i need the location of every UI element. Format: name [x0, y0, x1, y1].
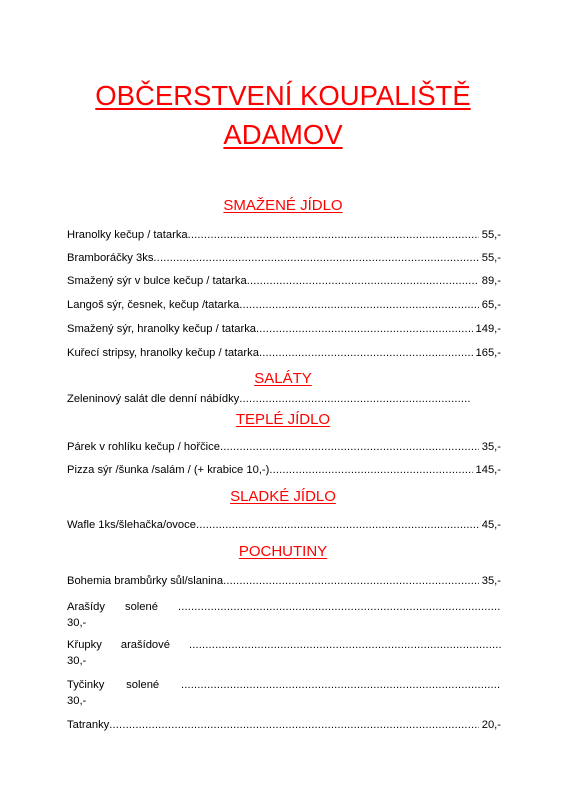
menu-item	[67, 677, 501, 709]
item-price: 55,-	[481, 229, 501, 241]
dot-leader	[259, 346, 473, 360]
section-heading-salads: SALÁTY	[254, 370, 312, 387]
dot-leader	[247, 274, 479, 288]
item-price: 35,-	[481, 441, 501, 453]
item-price: 35,-	[481, 575, 501, 587]
item-price: 145,-	[475, 464, 501, 476]
item-price: 55,-	[481, 252, 501, 264]
item-price: 30,-	[67, 655, 87, 667]
dot-leader	[223, 574, 479, 588]
item-name-word: Arašídy	[67, 601, 105, 613]
menu-title-line-1: OBČERSTVENÍ KOUPALIŠTĚ	[95, 80, 471, 111]
menu-item	[67, 463, 501, 477]
item-name: Zeleninový salát dle denní nábídky	[67, 393, 240, 405]
dot-leader	[239, 392, 471, 406]
item-name-word: solené	[126, 679, 160, 691]
dot-leader	[188, 228, 479, 242]
item-price: 149,-	[475, 323, 501, 335]
menu-item	[67, 298, 501, 312]
section-heading-sweet-food: SLADKÉ JÍDLO	[230, 488, 336, 505]
menu-title	[0, 76, 566, 154]
dot-leader	[269, 463, 472, 477]
item-name: Langoš sýr, česnek, kečup /tatarka	[67, 299, 240, 311]
menu-item	[67, 392, 471, 406]
item-price: 20,-	[481, 719, 501, 731]
item-name-word: Tyčinky	[67, 679, 105, 691]
menu-item	[67, 228, 501, 242]
menu-item	[67, 718, 501, 732]
item-name-word: solené	[124, 601, 158, 613]
dot-leader	[220, 440, 479, 454]
item-name: Kuřecí stripsy, hranolky kečup / tatarka	[67, 347, 259, 359]
menu-item	[67, 322, 501, 336]
item-name: Bohemia brambůrky sůl/slanina	[67, 575, 224, 587]
dot-leader	[189, 637, 501, 653]
item-name: Wafle 1ks/šlehačka/ovoce	[67, 519, 196, 531]
section-heading-fried-food: SMAŽENÉ JÍDLO	[223, 197, 343, 214]
item-name-word: arašídové	[120, 639, 170, 651]
item-price: 65,-	[481, 299, 501, 311]
menu-item	[67, 518, 501, 532]
item-price: 45,-	[481, 519, 501, 531]
menu-item	[67, 440, 501, 454]
section-heading-snacks: POCHUTINY	[238, 543, 328, 560]
dot-leader	[178, 599, 501, 615]
item-name: Párek v rohlíku kečup / hořčice	[67, 441, 220, 453]
menu-item	[67, 599, 501, 631]
item-name: Smažený sýr, hranolky kečup / tatarka	[67, 323, 257, 335]
section-heading-hot-food: TEPLÉ JÍDLO	[235, 411, 331, 428]
dot-leader	[109, 718, 478, 732]
dot-leader	[153, 251, 478, 265]
menu-title-line-2: ADAMOV	[223, 119, 343, 150]
dot-leader	[239, 298, 478, 312]
item-price: 30,-	[67, 617, 87, 629]
item-price: 89,-	[481, 275, 501, 287]
menu-item	[67, 574, 501, 588]
menu-item	[67, 637, 501, 669]
dot-leader	[196, 518, 479, 532]
item-price: 30,-	[67, 695, 87, 707]
item-name: Pizza sýr /šunka /salám / (+ krabice 10,-)	[67, 464, 270, 476]
item-name: Bramboráčky 3ks	[67, 252, 154, 264]
menu-item	[67, 274, 501, 288]
dot-leader	[256, 322, 472, 336]
menu-item	[67, 251, 501, 265]
menu-item	[67, 346, 501, 360]
item-name-word: Křupky	[67, 639, 102, 651]
item-name: Tatranky	[67, 719, 110, 731]
item-price: 165,-	[475, 347, 501, 359]
dot-leader	[181, 677, 501, 693]
item-name: Smažený sýr v bulce kečup / tatarka	[67, 275, 247, 287]
item-name: Hranolky kečup / tatarka	[67, 229, 188, 241]
